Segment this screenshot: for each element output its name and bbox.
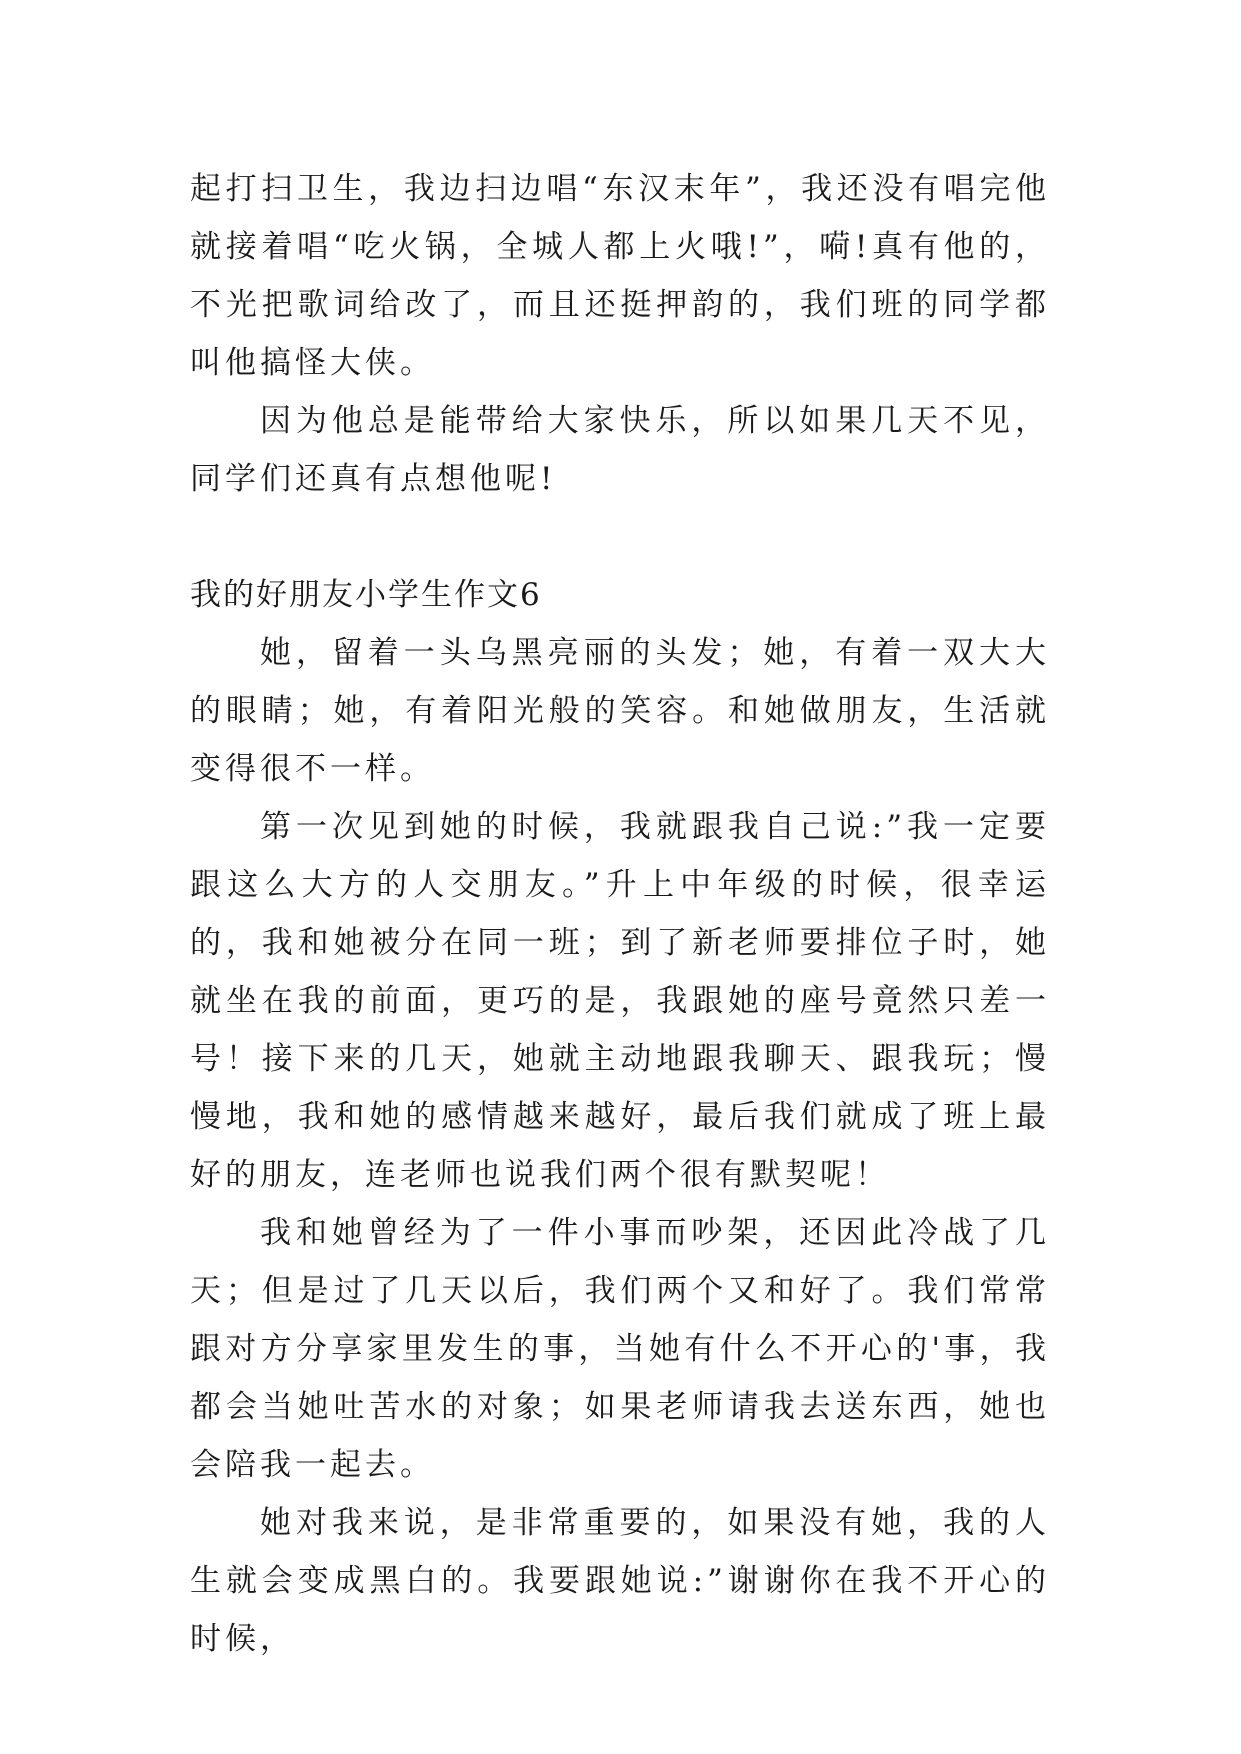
- document-body: [190, 160, 1050, 1668]
- paragraph-conclusion: 因为他总是能带给大家快乐，所以如果几天不见，同学们还真有点想他呢!: [190, 403, 1050, 497]
- paragraph-quarrel: 我和她曾经为了一件小事而吵架，还因此冷战了几天；但是过了几天以后，我们两个又和好了。我们常常跟对方分享家里发生的事，当她有什么不开心的'事，我都会当她吐苦水的对象；如果老师请我去送东西，她也会陪我一起去。: [190, 1215, 1050, 1483]
- paragraph-first-meeting: 第一次见到她的时候，我就跟我自己说:”我一定要跟这么大方的人交朋友。”升上中年级的时候，很幸运的，我和她被分在同一班；到了新老师要排位子时，她就坐在我的前面，更巧的是，我跟她的座号竟然只差一号！接下来的几天，她就主动地跟我聊天、跟我玩；慢慢地，我和她的感情越来越好，最后我们就成了班上最好的朋友，连老师也说我们两个很有默契呢！: [190, 809, 1050, 1193]
- paragraph-description: 她，留着一头乌黑亮丽的头发；她，有着一双大大的眼睛；她，有着阳光般的笑容。和她做朋友，生活就变得很不一样。: [190, 635, 1050, 787]
- paragraph-importance: 她对我来说，是非常重要的，如果没有她，我的人生就会变成黑白的。我要跟她说:”谢谢你在我不开心的时候，: [190, 1505, 1050, 1657]
- section-title: 我的好朋友小学生作文6: [190, 577, 542, 613]
- paragraph-continued: 起打扫卫生，我边扫边唱“东汉末年”，我还没有唱完他就接着唱“吃火锅，全城人都上火哦!”，嗬!真有他的，不光把歌词给改了，而且还挺押韵的，我们班的同学都叫他搞怪大侠。: [190, 171, 1050, 381]
